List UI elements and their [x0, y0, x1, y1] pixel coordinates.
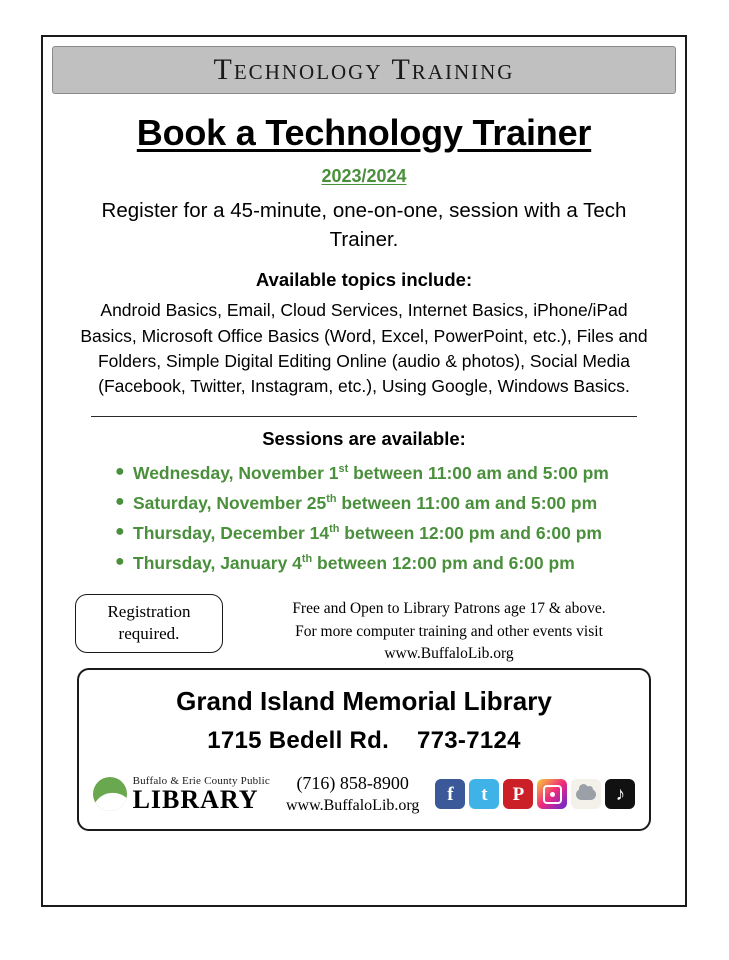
topics-body: Android Basics, Email, Cloud Services, Internet Basics, iPhone/iPad Basics, Microsoft Office Basics (Word, Excel, PowerPoint, etc.), Files and Folders, Simple Digital Editing Online (audio & photos), Social Media (Facebook, Twitter, Instagram, etc.), Using Google, Windows Basics. [80, 300, 648, 397]
tiktok-icon[interactable] [605, 779, 635, 809]
notes-row [65, 594, 663, 663]
address-phone: 773-7124 [416, 727, 521, 755]
twitter-glyph: t [481, 783, 488, 805]
page-title: Book a Technology Trainer [136, 112, 592, 153]
program-year: 2023/2024 [321, 166, 407, 186]
pinterest-glyph: P [512, 783, 525, 805]
library-logo [93, 775, 270, 813]
intro-text: Register for a 45-minute, one-on-one, session with a Tech Trainer. [101, 199, 627, 252]
session-time: between 12:00 pm and 6:00 pm [312, 553, 575, 573]
library-info-box [77, 668, 651, 831]
social-links [435, 779, 635, 809]
topics-heading: Available topics include: [255, 269, 473, 291]
flyer-border [41, 35, 687, 907]
list-item [115, 548, 663, 578]
session-time: between 12:00 pm and 6:00 pm [339, 522, 602, 543]
logo-big-text: LIBRARY [132, 785, 259, 815]
instagram-glyph [543, 785, 562, 804]
bullet-icon: ● [115, 492, 125, 510]
facebook-glyph: f [447, 783, 454, 805]
contact-info [286, 771, 419, 817]
list-item [115, 488, 663, 518]
session-ordinal: th [326, 492, 337, 505]
session-date: Thursday, December 14 [133, 522, 330, 543]
library-address [89, 727, 639, 755]
instagram-icon[interactable] [537, 779, 567, 809]
address-street: 1715 Bedell Rd. [207, 727, 390, 755]
logo-small-text: Buffalo & Erie County Public [132, 774, 270, 787]
session-date: Saturday, November 25 [133, 492, 327, 513]
flyer-content [43, 112, 685, 831]
bullet-icon: ● [115, 462, 125, 480]
session-date: Wednesday, November 1 [133, 462, 339, 483]
header-banner [52, 46, 676, 94]
leaf-icon [93, 777, 127, 811]
session-time: between 11:00 am and 5:00 pm [348, 462, 609, 483]
list-item [115, 518, 663, 548]
pinterest-icon[interactable] [503, 779, 533, 809]
session-time: between 11:00 am and 5:00 pm [336, 492, 598, 513]
registration-note-line2: required. [118, 624, 180, 644]
library-name: Grand Island Memorial Library [176, 686, 552, 717]
twitter-icon[interactable] [469, 779, 499, 809]
contact-website[interactable]: www.BuffaloLib.org [285, 797, 420, 815]
session-ordinal: st [338, 462, 349, 475]
free-note-line2: For more computer training and other events visit www.BuffaloLib.org [295, 622, 603, 663]
tiktok-glyph: ♪ [615, 783, 626, 805]
flickr-icon[interactable] [571, 779, 601, 809]
banner-title: Technology Training [213, 53, 515, 86]
sessions-heading: Sessions are available: [262, 427, 466, 449]
list-item [115, 458, 663, 488]
registration-required-badge [75, 594, 223, 653]
logo-text [133, 775, 270, 813]
free-note-line1: Free and Open to Library Patrons age 17 & above. [292, 600, 606, 618]
facebook-icon[interactable] [435, 779, 465, 809]
bullet-icon: ● [115, 522, 125, 540]
flickr-glyph [576, 789, 596, 800]
sessions-list [65, 458, 663, 578]
footer-row [89, 771, 639, 817]
bullet-icon: ● [115, 553, 125, 570]
session-date: Thursday, January 4 [133, 553, 302, 573]
session-ordinal: th [329, 523, 340, 536]
section-divider [91, 416, 637, 417]
contact-phone: (716) 858-8900 [296, 773, 409, 794]
free-open-note [239, 598, 659, 665]
session-ordinal: th [301, 553, 313, 566]
registration-note-line1: Registration [107, 602, 191, 622]
